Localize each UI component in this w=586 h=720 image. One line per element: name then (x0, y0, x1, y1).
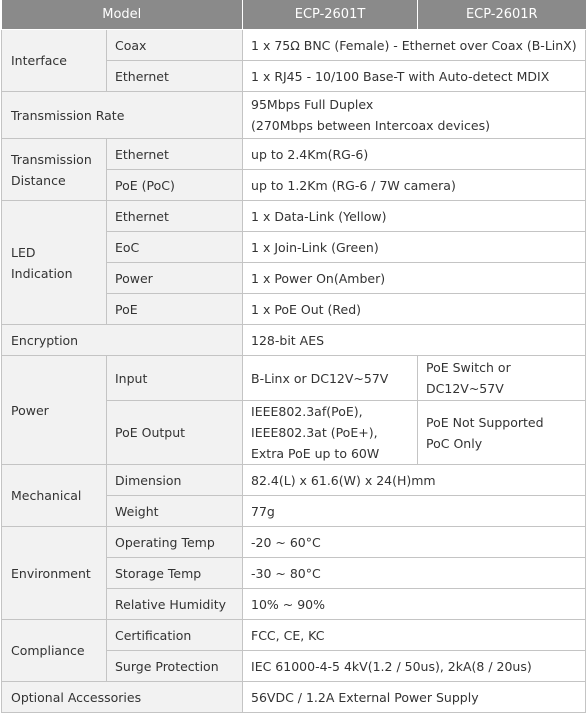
table-row (2, 620, 586, 651)
value-certification: FCC, CE, KC (243, 620, 586, 651)
power-input-r-line2: DC12V~57V (426, 381, 504, 396)
value-transmission-rate (243, 92, 586, 139)
sub-distance-ethernet: Ethernet (107, 139, 243, 170)
value-coax: 1 x 75Ω BNC (Female) - Ethernet over Coax (B-LinX) (243, 30, 586, 61)
sub-poe-output: PoE Output (107, 401, 243, 465)
value-poe-output-r (418, 401, 586, 465)
table-row (2, 356, 586, 401)
value-led-eoc: 1 x Join-Link (Green) (243, 232, 586, 263)
sub-storage-temp: Storage Temp (107, 558, 243, 589)
value-storage-temp: -30 ~ 80°C (243, 558, 586, 589)
power-input-r-line1: PoE Switch or (426, 360, 511, 375)
led-label-line1: LED (11, 244, 36, 260)
value-power-input-r (418, 356, 586, 401)
sub-interface-ethernet: Ethernet (107, 61, 243, 92)
table-row (2, 325, 586, 356)
sub-relative-humidity: Relative Humidity (107, 589, 243, 620)
category-interface: Interface (2, 30, 107, 92)
table-row (2, 465, 586, 496)
poe-output-t-line2: IEEE802.3at (PoE+), (251, 425, 378, 440)
category-power: Power (2, 356, 107, 465)
transmission-rate-line2: (270Mbps between Intercoax devices) (251, 118, 490, 133)
transmission-distance-label-line1: Transmission (11, 151, 92, 167)
value-distance-poe: up to 1.2Km (RG-6 / 7W camera) (243, 170, 586, 201)
header-row (2, 0, 586, 30)
header-ecp-2601t: ECP-2601T (243, 0, 418, 30)
category-transmission-rate: Transmission Rate (2, 92, 243, 139)
spec-table (1, 0, 586, 713)
value-led-poe: 1 x PoE Out (Red) (243, 294, 586, 325)
poe-output-r-line2: PoC Only (426, 435, 483, 451)
category-transmission-distance (2, 139, 107, 201)
sub-led-poe: PoE (107, 294, 243, 325)
sub-led-power: Power (107, 263, 243, 294)
category-mechanical: Mechanical (2, 465, 107, 527)
category-environment: Environment (2, 527, 107, 620)
table-row (2, 527, 586, 558)
value-operating-temp: -20 ~ 60°C (243, 527, 586, 558)
value-dimension: 82.4(L) x 61.6(W) x 24(H)mm (243, 465, 586, 496)
sub-dimension: Dimension (107, 465, 243, 496)
header-model: Model (2, 0, 243, 30)
sub-power-input: Input (107, 356, 243, 401)
value-interface-ethernet: 1 x RJ45 - 10/100 Base-T with Auto-detect MDIX (243, 61, 586, 92)
transmission-distance-label-line2: Distance (11, 172, 66, 188)
value-power-input-t: B-Linx or DC12V~57V (243, 356, 418, 401)
sub-surge-protection: Surge Protection (107, 651, 243, 682)
transmission-rate-line1: 95Mbps Full Duplex (251, 97, 374, 112)
category-optional-accessories: Optional Accessories (2, 682, 243, 713)
sub-certification: Certification (107, 620, 243, 651)
value-encryption: 128-bit AES (243, 325, 586, 356)
table-row (2, 682, 586, 713)
value-surge-protection: IEC 61000-4-5 4kV(1.2 / 50us), 2kA(8 / 20us) (243, 651, 586, 682)
poe-output-r-line1: PoE Not Supported (426, 414, 544, 430)
sub-distance-poe: PoE (PoC) (107, 170, 243, 201)
table-row (2, 139, 586, 170)
category-encryption: Encryption (2, 325, 243, 356)
table-row (2, 92, 586, 139)
sub-led-ethernet: Ethernet (107, 201, 243, 232)
value-led-ethernet: 1 x Data-Link (Yellow) (243, 201, 586, 232)
value-optional-accessories: 56VDC / 1.2A External Power Supply (243, 682, 586, 713)
sub-led-eoc: EoC (107, 232, 243, 263)
sub-operating-temp: Operating Temp (107, 527, 243, 558)
poe-output-t-line3: Extra PoE up to 60W (251, 446, 380, 461)
category-compliance: Compliance (2, 620, 107, 682)
table-row (2, 201, 586, 232)
sub-coax: Coax (107, 30, 243, 61)
led-label-line2: Indication (11, 265, 73, 281)
value-relative-humidity: 10% ~ 90% (243, 589, 586, 620)
table-row (2, 30, 586, 61)
value-led-power: 1 x Power On(Amber) (243, 263, 586, 294)
value-weight: 77g (243, 496, 586, 527)
sub-weight: Weight (107, 496, 243, 527)
poe-output-t-line1: IEEE802.3af(PoE), (251, 404, 363, 419)
category-led-indication (2, 201, 107, 325)
header-ecp-2601r: ECP-2601R (418, 0, 586, 30)
value-distance-ethernet: up to 2.4Km(RG-6) (243, 139, 586, 170)
value-poe-output-t (243, 401, 418, 465)
